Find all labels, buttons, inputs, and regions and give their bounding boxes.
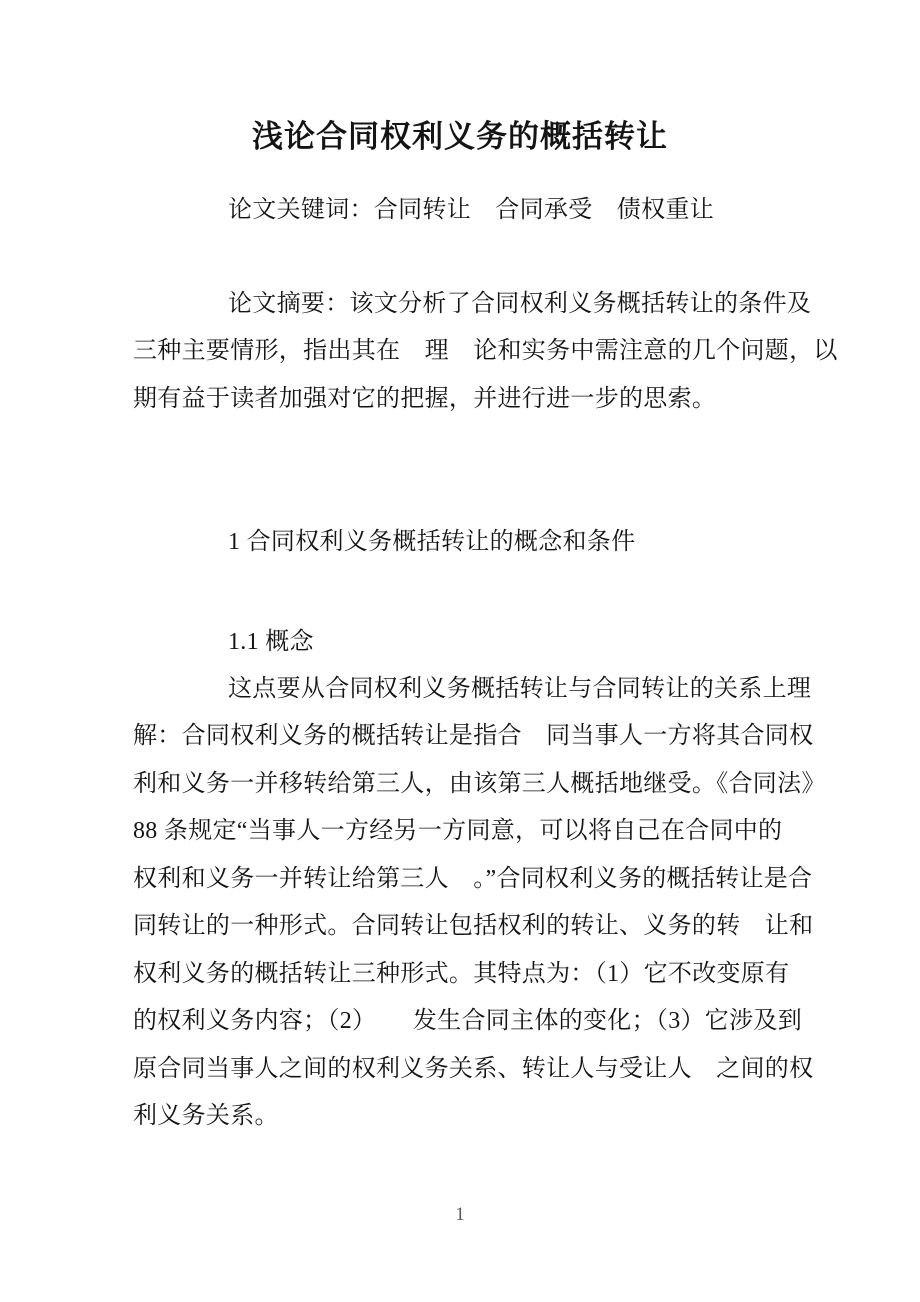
subsection-heading: 1.1 概念: [228, 629, 314, 655]
body-line: 这点要从合同权利义务概括转让与合同转让的关系上理: [228, 676, 812, 702]
body-line: 同转让的一种形式。合同转让包括权利的转让、义务的转 让和: [133, 913, 814, 939]
body-line: 的权利义务内容；（2） 发生合同主体的变化；（3）它涉及到: [133, 1008, 802, 1034]
body-line: 解：合同权利义务的概括转让是指合 同当事人一方将其合同权: [133, 723, 814, 749]
body-line: 原合同当事人之间的权利义务关系、转让人与受让人 之间的权: [133, 1056, 814, 1082]
body-line: 利和义务一并移转给第三人，由该第三人概括地继受。《合同法》: [133, 771, 826, 797]
body-line: 权利义务的概括转让三种形式。其特点为：（1）它不改变原有: [133, 961, 790, 987]
body-line: 利义务关系。: [133, 1103, 279, 1129]
document-title: 浅论合同权利义务的概括转让: [252, 119, 668, 154]
abstract-line: 论文摘要：该文分析了合同权利义务概括转让的条件及: [228, 291, 812, 317]
page-number: 1: [455, 1204, 465, 1225]
body-line: 权利和义务一并转让给第三人 。”合同权利义务的概括转让是合: [133, 866, 813, 892]
abstract-line: 期有益于读者加强对它的把握，并进行进一步的思索。: [133, 386, 717, 412]
section-heading: 1 合同权利义务概括转让的概念和条件: [228, 529, 636, 555]
abstract-line: 三种主要情形，指出其在 理 论和实务中需注意的几个问题，以: [133, 338, 838, 364]
keywords-line: 论文关键词：合同转让 合同承受 债权重让: [228, 197, 714, 223]
body-line: 88 条规定“当事人一方经另一方同意，可以将自己在合同中的: [133, 818, 783, 844]
